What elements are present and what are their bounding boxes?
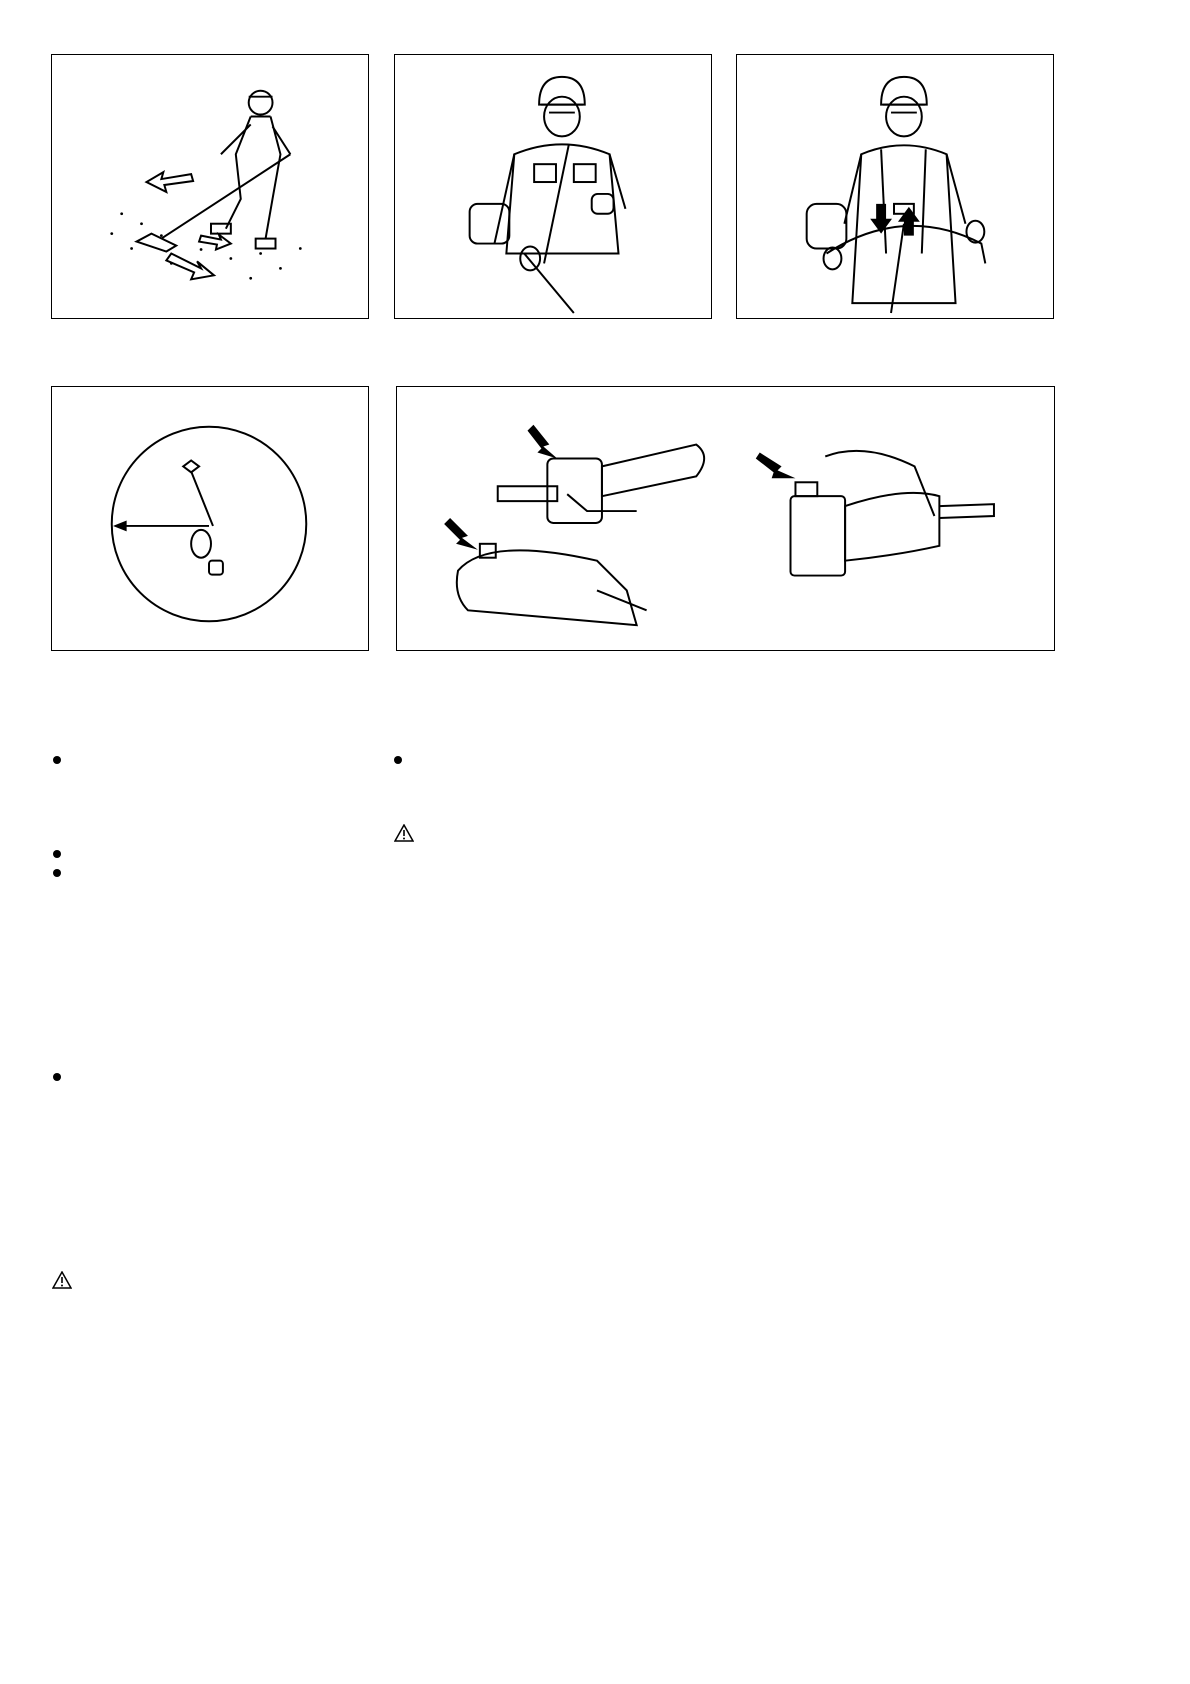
warning-triangle-icon — [394, 824, 414, 842]
bullet-dot-icon — [53, 869, 61, 877]
figure-operator-shoulder-strap — [394, 54, 712, 319]
figure-safety-radius-circle — [51, 386, 369, 651]
figure-throttle-handles — [396, 386, 1055, 651]
figure-operator-double-harness — [736, 54, 1054, 319]
bullet-dot-icon — [53, 850, 61, 858]
bullet-dot-icon — [394, 756, 402, 764]
figure-operator-walking — [51, 54, 369, 319]
bullet-dot-icon — [53, 756, 61, 764]
warning-triangle-icon — [52, 1271, 72, 1289]
bullet-dot-icon — [53, 1073, 61, 1081]
